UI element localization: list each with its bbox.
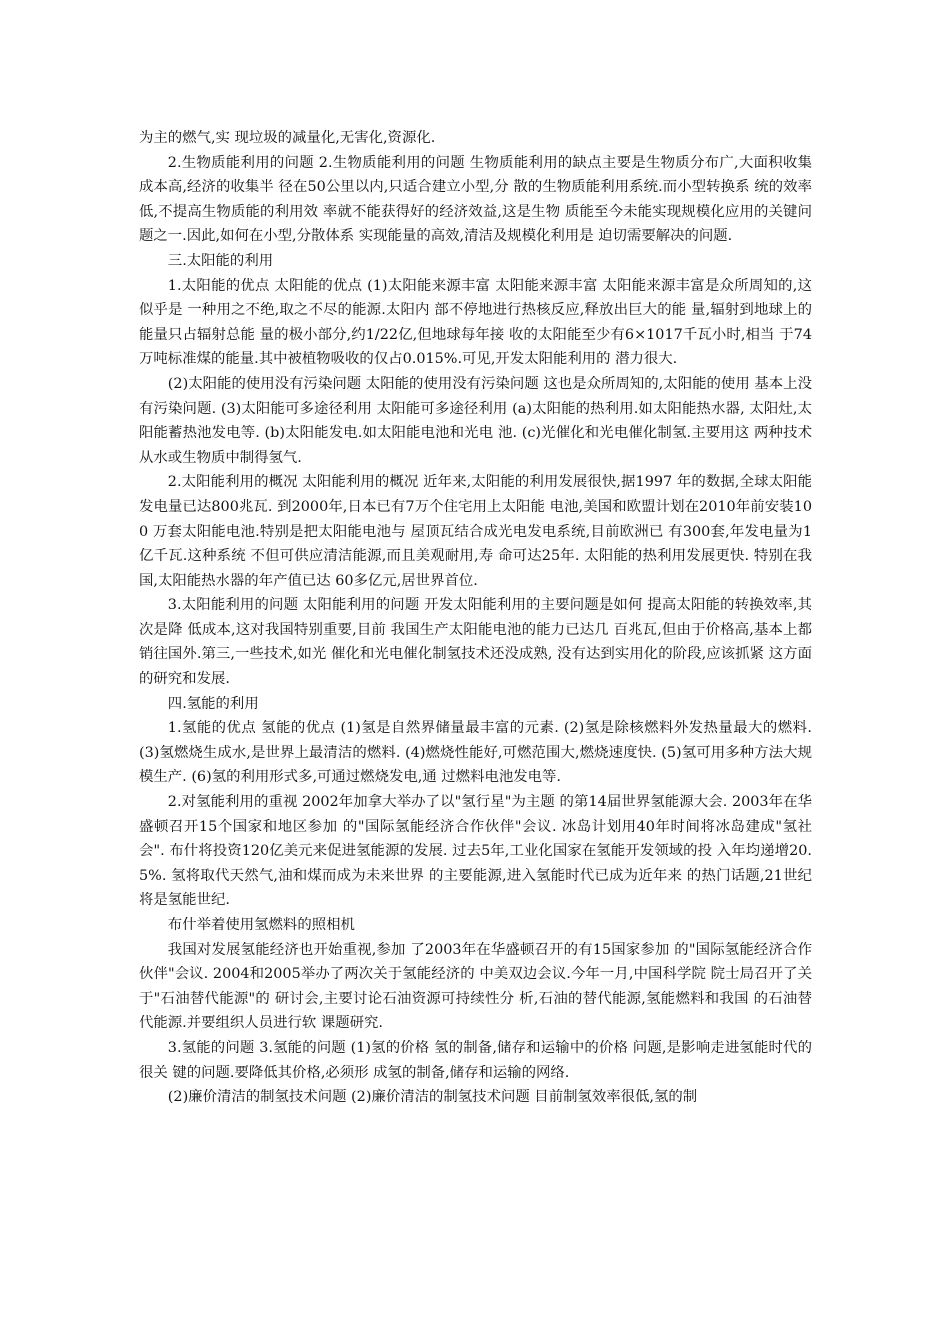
section-heading-hydrogen: 四.氢能的利用 — [167, 695, 259, 712]
paragraph-hydrogen-production-tech: (2)廉价清洁的制氢技术问题 (2)廉价清洁的制氢技术问题 目前制氢效率很低,氢的制 — [167, 1089, 698, 1106]
paragraph-china-hydrogen: 我国对发展氢能经济也开始重视,参加 了2003年在华盛顿召开的有15国家参加 的"国际氢能经济合作伙伴"会议. 2004和2005举办了两次关于氢能经济的 中美双边会议.今年一月,中国科学院 院士局召开了关于"石油替代能源"的 研讨会,主要讨论石油资源可持续性分 析,石油的替代能源,氢能燃料和我国 的石油替代能源.并要组织人员进行软 课题研究. — [139, 941, 812, 1032]
paragraph-solar-no-pollution: (2)太阳能的使用没有污染问题 太阳能的使用没有污染问题 这也是众所周知的,太阳能的使用 基本上没有污染问题. (3)太阳能可多途径利用 太阳能可多途径利用 (a)太阳能的热利用.如太阳能热水器, 太阳灶,太阳能蓄热池发电等. (b)太阳能发电.如太阳能电池和光电 池. (c)光催化和光电催化制氢.主要用这 两种技术从水或生物质中制得氢气. — [139, 375, 812, 466]
section-heading-solar: 三.太阳能的利用 — [167, 252, 274, 269]
paragraph-hydrogen-problems: 3.氢能的问题 3.氢能的问题 (1)氢的价格 氢的制备,储存和运输中的价格 问题,是影响走进氢能时代的很关 键的问题.要降低其价格,必须形 成氢的制备,储存和运输的网络. — [139, 1039, 812, 1081]
paragraph-biomass-problems: 2.生物质能利用的问题 2.生物质能利用的问题 生物质能利用的缺点主要是生物质分布广,大面积收集成本高,经济的收集半 径在50公里以内,只适合建立小型,分 散的生物质能利用系统.而小型转换系 统的效率低,不提高生物质能的利用效 率就不能获得好的经济效益,这是生物 质能至今未能实现规模化应用的关键问 题之一.因此,如何在小型,分散体系 实现能量的高效,清洁及规模化利用是 迫切需要解决的问题. — [139, 154, 812, 245]
paragraph-hydrogen-attention: 2.对氢能利用的重视 2002年加拿大举办了以"氢行星"为主题 的第14届世界氢能源大会. 2003年在华盛顿召开15个国家和地区参加 的"国际氢能经济合作伙伴"会议. 冰岛计划用40年时间将冰岛建成"氢社 会". 布什将投资120亿美元来促进氢能源的发展. 过去5年,工业化国家在氢能开发领域的投 入年均递增20.5%. 氢将取代天然气,油和煤而成为未来世界 的主要能源,进入氢能时代已成为近年来 的热门话题,21世纪将是氢能世纪. — [139, 794, 812, 909]
paragraph-hydrogen-advantages: 1.氢能的优点 氢能的优点 (1)氢是自然界储量最丰富的元素. (2)氢是除核燃料外发热量最大的燃料. (3)氢燃烧生成水,是世界上最清洁的燃料. (4)燃烧性能好,可燃范围大,燃烧速度快. (5)氢可用多种方法大规模生产. (6)氢的利用形式多,可通过燃烧发电,通 过燃料电池发电等. — [139, 720, 812, 786]
paragraph-solar-problems: 3.太阳能利用的问题 太阳能利用的问题 开发太阳能利用的主要问题是如何 提高太阳能的转换效率,其次是降 低成本,这对我国特别重要,目前 我国生产太阳能电池的能力已达几 百兆瓦,但由于价格高,基本上都 销往国外.第三,一些技术,如光 催化和光电催化制氢技术还没成熟, 没有达到实用化的阶段,应该抓紧 这方面的研究和发展. — [139, 597, 812, 688]
image-caption: 布什举着使用氢燃料的照相机 — [167, 917, 355, 933]
paragraph-solar-advantages: 1.太阳能的优点 太阳能的优点 (1)太阳能来源丰富 太阳能来源丰富 太阳能来源丰富是众所周知的,这似乎是 一种用之不绝,取之不尽的能源.太阳内 部不停地进行热核反应,释放出巨大的能 量,辐射到地球上的能量只占辐射总能 量的极小部分,约1/22亿,但地球每年接 收的太阳能至少有6×1017千瓦小时,相当 于74万吨标准煤的能量.其中被植物吸收的仅占0.015%.可见,开发太阳能利用的 潜力很大. — [139, 277, 812, 368]
document-body — [139, 126, 812, 1110]
paragraph-continuation: 为主的燃气,实 现垃圾的减量化,无害化,资源化. — [139, 130, 436, 146]
paragraph-solar-overview: 2.太阳能利用的概况 太阳能利用的概况 近年来,太阳能的利用发展很快,据1997 年的数据,全球太阳能发电量已达800兆瓦. 到2000年,日本已有7万个住宅用上太阳能 电池,美国和欧盟计划在2010年前安装100 万套太阳能电池.特别是把太阳能电池与 屋顶瓦结合成光电发电系统,目前欧洲已 有300套,年发电量为1亿千瓦.这种系统 不但可供应清洁能源,而且美观耐用,寿 命可达25年. 太阳能的热利用发展更快. 特别在我国,太阳能热水器的年产值已达 60多亿元,居世界首位. — [139, 474, 812, 589]
